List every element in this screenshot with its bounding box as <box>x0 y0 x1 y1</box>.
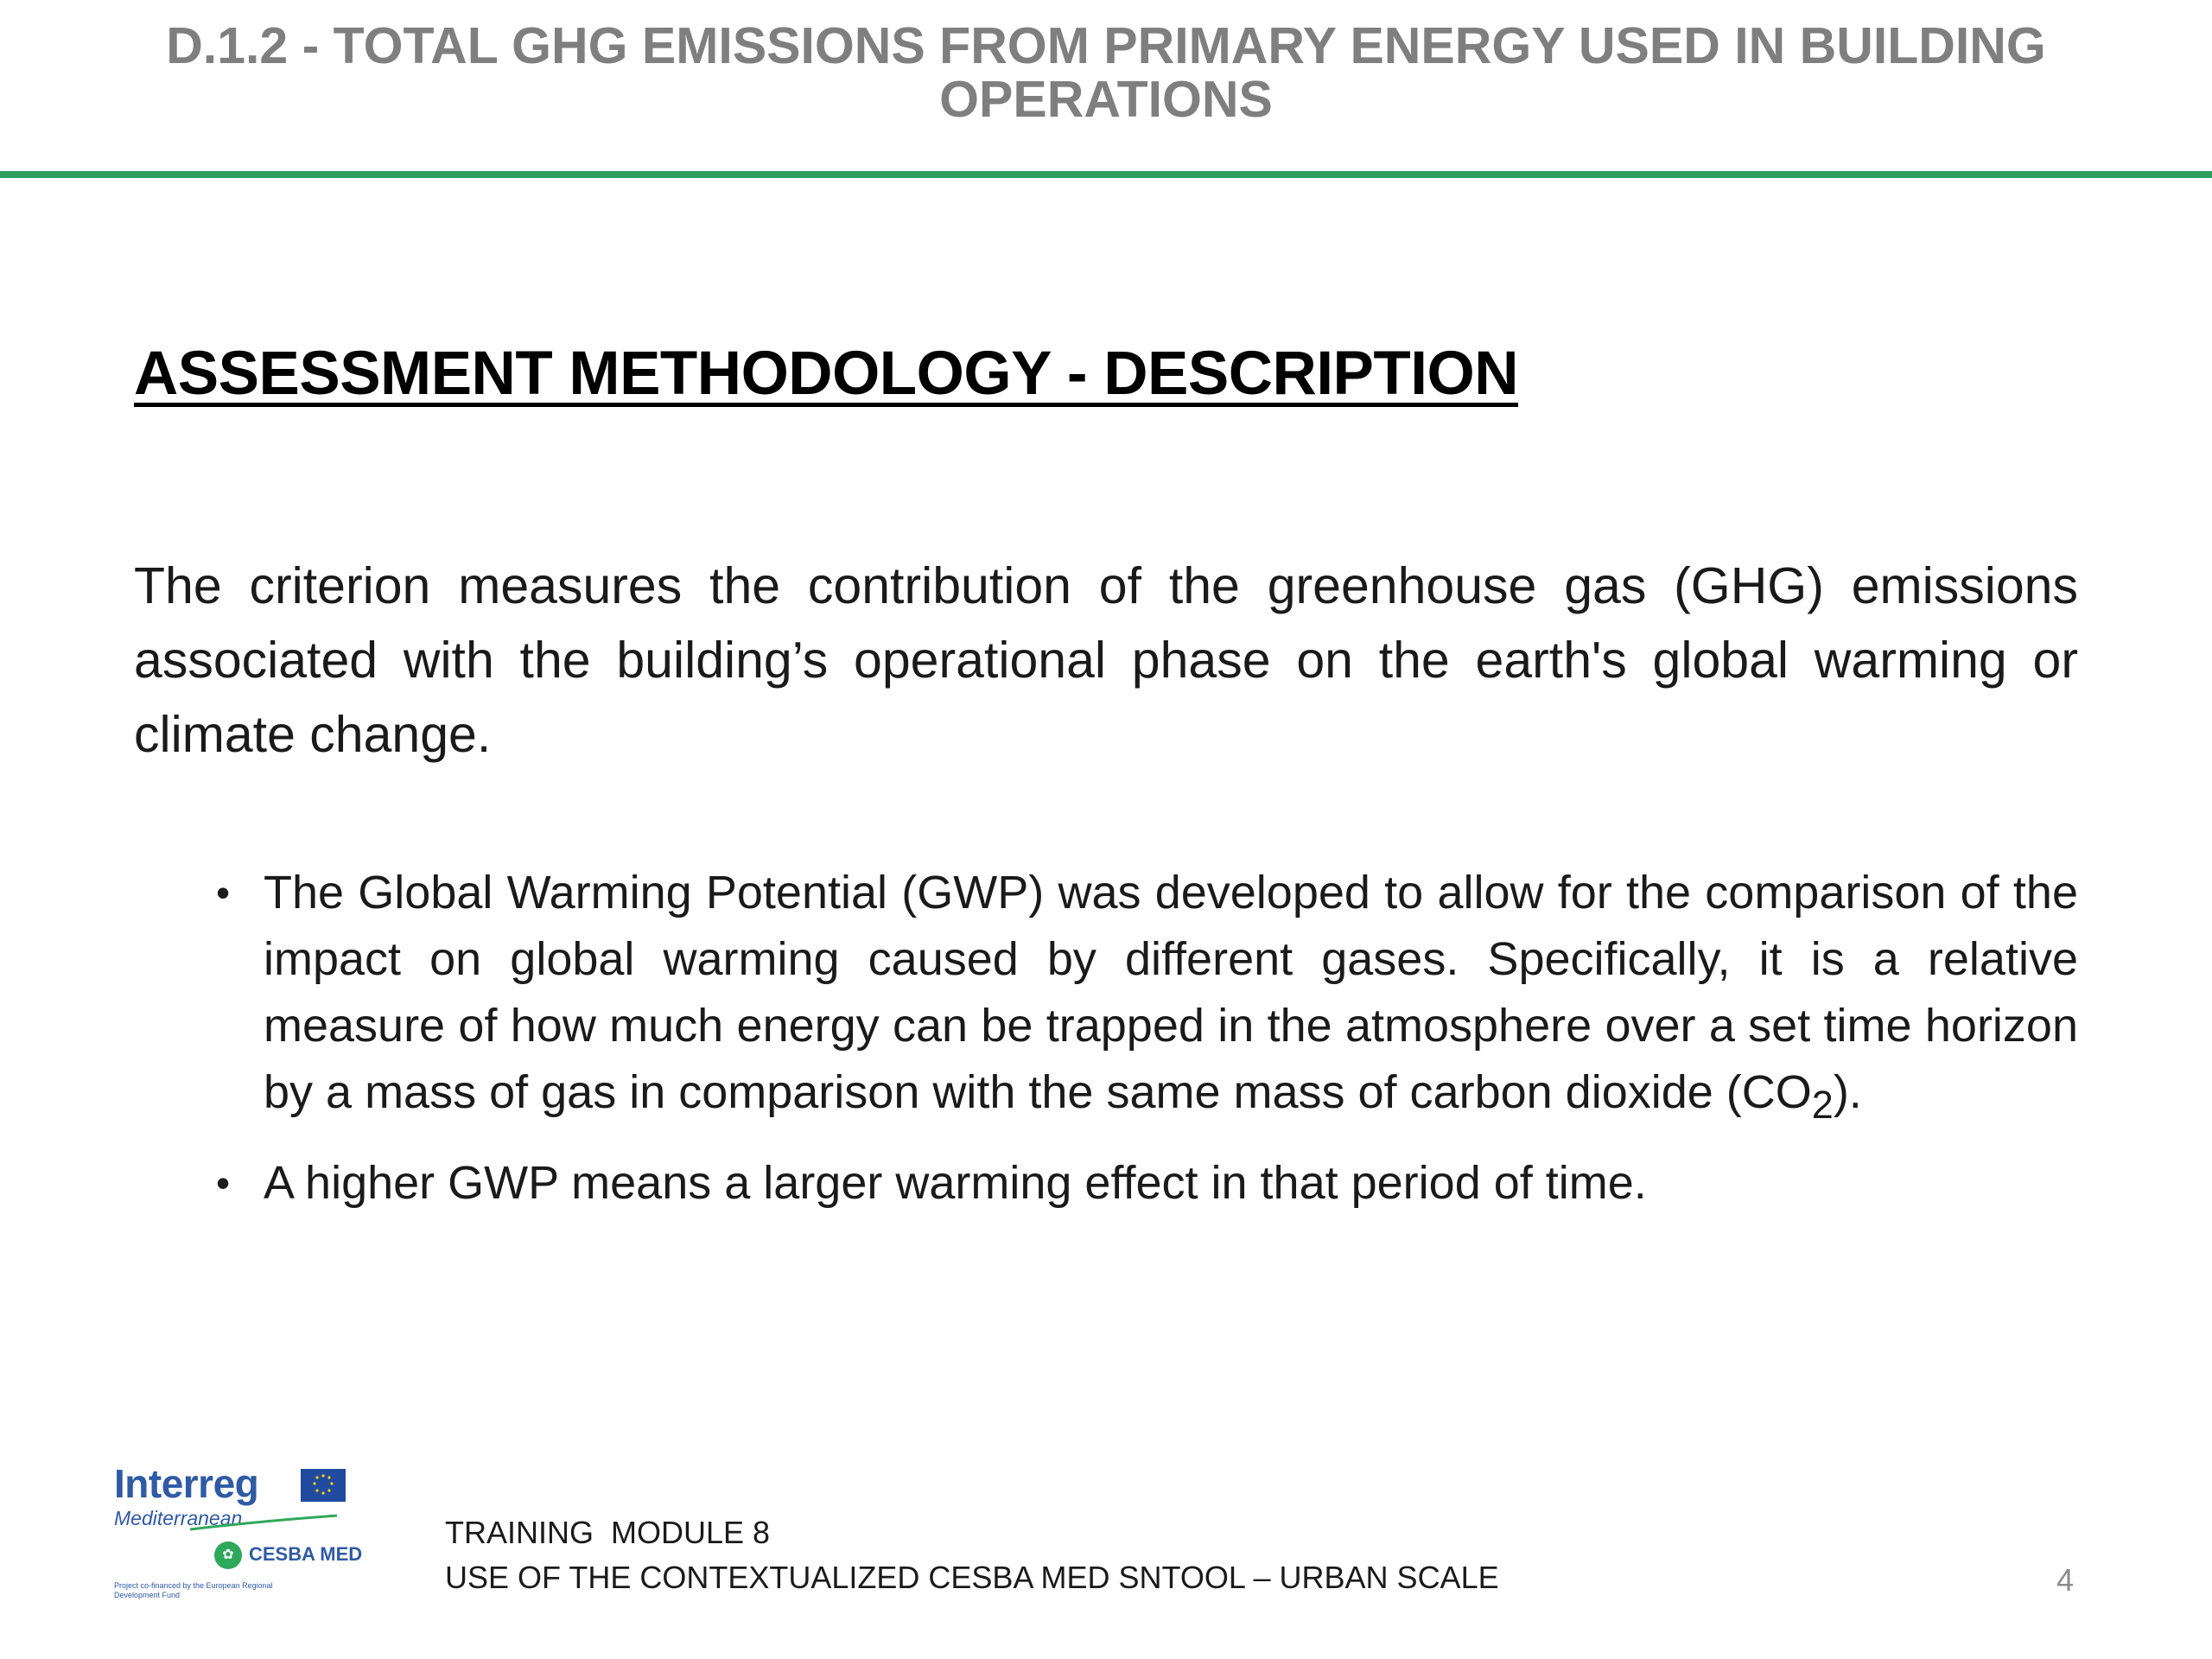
eu-flag-icon <box>301 1469 346 1502</box>
footer-module: TRAINING MODULE 8 <box>445 1515 771 1550</box>
subscript: 2 <box>1811 1082 1834 1127</box>
bullet-text: The Global Warming Potential (GWP) was developed to allow for the comparison of the impact on global warming caused by different gases. Specifically, it is a relative measure of how much energy can be trapped in the atmosphere over a set time horizon by a mass of gas in comparison with the same mass of carbon dioxide (CO <box>264 867 2078 1118</box>
fund-note: Project co-financed by the European Regional Development Fund <box>114 1581 273 1599</box>
bullet-item-gwp-definition <box>216 860 2078 1138</box>
bullet-text-end: ). <box>1833 1066 1862 1118</box>
footer-subtitle: USE OF THE CONTEXTUALIZED CESBA MED SNTOOL – URBAN SCALE <box>445 1560 1499 1595</box>
swoosh-icon <box>190 1514 337 1533</box>
mediterranean-wordmark: Mediterranean <box>114 1507 243 1529</box>
bullet-icon: • <box>216 870 231 915</box>
cesba-leaf-icon: ✿ <box>214 1541 242 1569</box>
section-heading: ASSESSMENT METHODOLOGY - DESCRIPTION <box>134 340 1518 408</box>
page-number: 4 <box>2056 1562 2075 1598</box>
intro-paragraph: The criterion measures the contribution of the greenhouse gas (GHG) emissions associated with the building’s operational phase on the earth's global warming or climate change. <box>134 557 2078 763</box>
interreg-wordmark: Interreg <box>114 1461 259 1506</box>
slide-title: D.1.2 - TOTAL GHG EMISSIONS FROM PRIMARY ENERGY USED IN BUILDING OPERATIONS <box>166 17 2046 128</box>
bullet-item-higher-gwp <box>216 1150 2078 1217</box>
bullet-text: A higher GWP means a larger warming effect in that period of time. <box>264 1156 1647 1209</box>
interreg-logo <box>112 1460 389 1607</box>
title-divider <box>0 171 2212 178</box>
bullet-icon: • <box>216 1160 231 1205</box>
bullet-list <box>216 860 2078 1229</box>
cesba-wordmark: CESBA MED <box>249 1543 363 1565</box>
